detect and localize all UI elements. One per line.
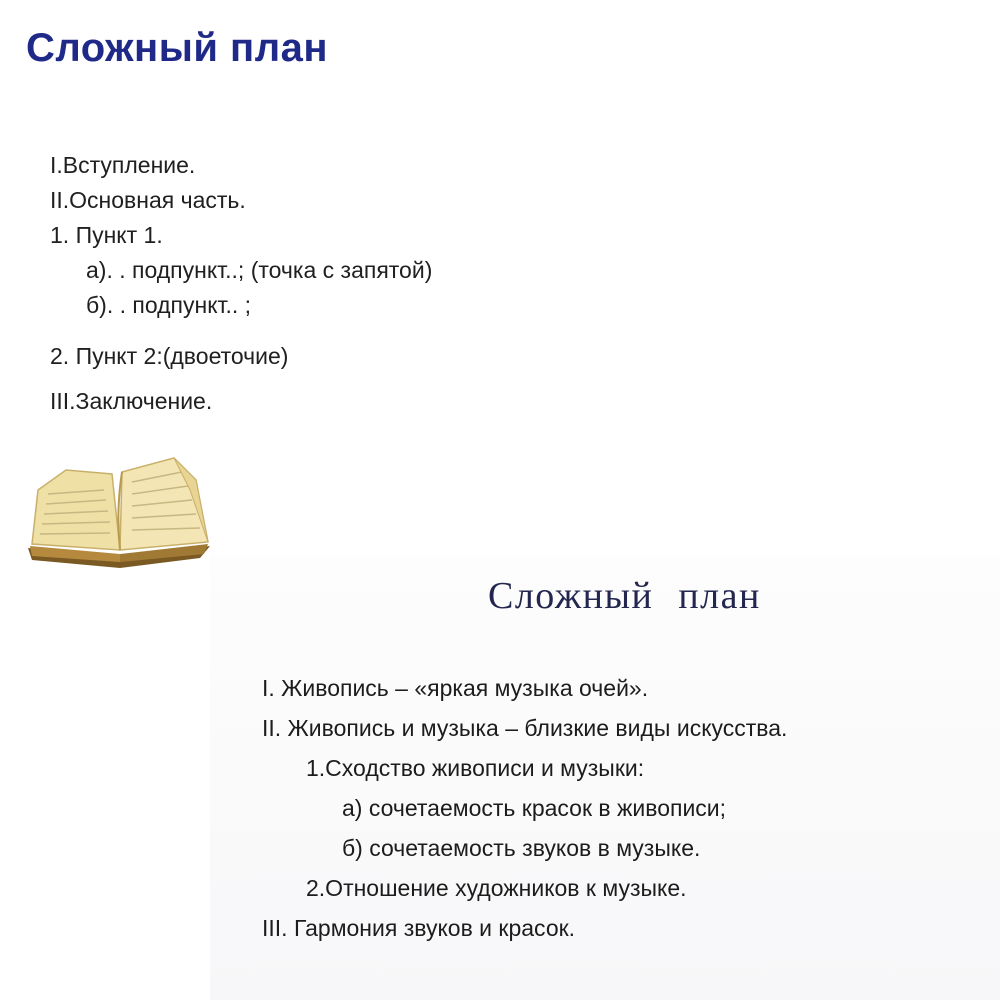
plan-item-1: I. Живопись – «яркая музыка очей». <box>262 675 649 701</box>
plan-subitem-2-2: 2.Отношение художников к музыке. <box>306 875 687 901</box>
plan-item-intro: I.Вступление. <box>50 152 196 178</box>
plan-subitem-a: а). . подпункт..; (точка с запятой) <box>86 257 433 283</box>
plan-item-conclusion: III.Заключение. <box>50 388 213 414</box>
plan-item-2: II. Живопись и музыка – близкие виды искусства. <box>262 715 788 741</box>
top-title: Сложный план <box>26 26 329 70</box>
plan-subitem-2-1-b: б) сочетаемость звуков в музыке. <box>342 835 701 861</box>
bottom-title: Сложный план <box>488 575 761 617</box>
plan-subitem-2-1-a: а) сочетаемость красок в живописи; <box>342 795 727 821</box>
plan-subitem-b: б). . подпункт.. ; <box>86 292 252 318</box>
top-plan <box>50 148 432 419</box>
plan-subitem-2-1: 1.Сходство живописи и музыки: <box>306 755 645 781</box>
plan-item-main: II.Основная часть. <box>50 187 246 213</box>
bottom-plan <box>262 668 787 948</box>
open-book-icon <box>24 450 214 570</box>
plan-item-3: III. Гармония звуков и красок. <box>262 915 576 941</box>
plan-item-point-1: 1. Пункт 1. <box>50 222 163 248</box>
plan-item-point-2: 2. Пункт 2:(двоеточие) <box>50 343 289 369</box>
